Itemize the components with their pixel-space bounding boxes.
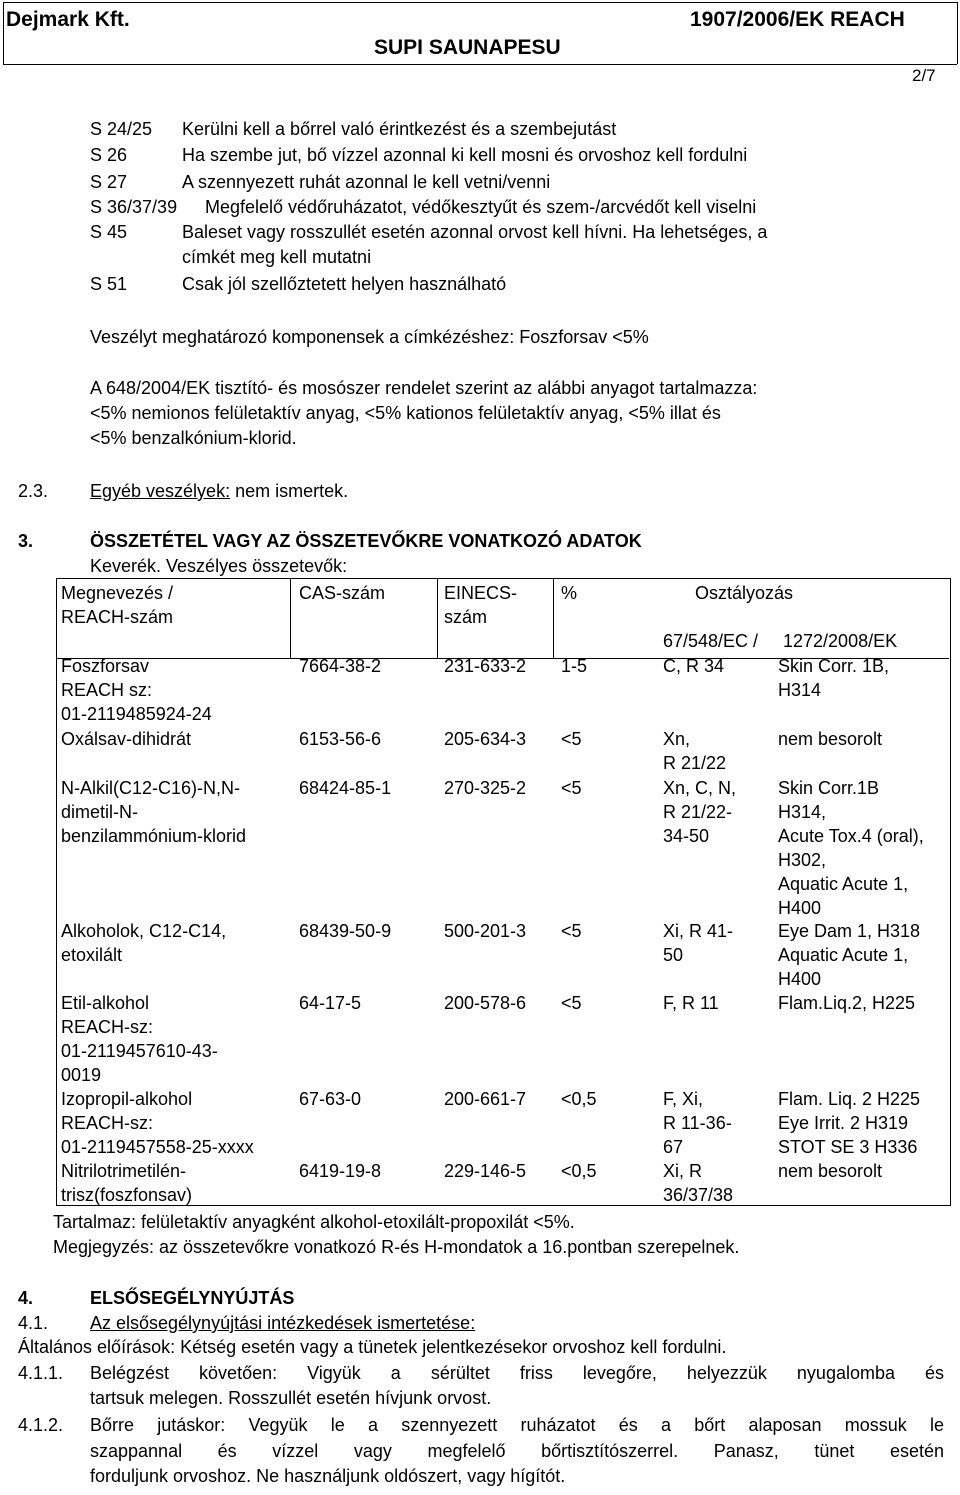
header-right-rule bbox=[957, 2, 958, 64]
cell-r: F, R 11 bbox=[663, 993, 719, 1013]
header-class-new: 1272/2008/EK bbox=[783, 631, 898, 651]
cell-pct: <5 bbox=[561, 729, 582, 749]
general-instructions: Általános előírások: Kétség esetén vagy a tünetek jelentkezésekor orvoshoz kell fordulni. bbox=[18, 1337, 727, 1357]
s-phrase-code: S 24/25 bbox=[90, 119, 153, 139]
s-phrase-code: S 27 bbox=[90, 172, 128, 192]
section-3-title: ÖSSZETÉTEL VAGY AZ ÖSSZETEVŐKRE VONATKOZÓ ADATOK bbox=[90, 531, 642, 551]
cell-h: H314 bbox=[778, 680, 822, 700]
cell-h: nem besorolt bbox=[778, 1161, 883, 1181]
cell-einecs: 200-578-6 bbox=[444, 993, 527, 1013]
s-phrase-code: S 45 bbox=[90, 222, 128, 242]
cell-name: Oxálsav-dihidrát bbox=[61, 729, 192, 749]
section-4-1-number: 4.1. bbox=[18, 1313, 49, 1333]
section-4-title: ELSŐSEGÉLYNYÚJTÁS bbox=[90, 1288, 295, 1308]
cell-r: R 11-36- bbox=[663, 1113, 732, 1133]
detergent-line-2: <5% nemionos felületaktív anyag, <5% kationos felületaktív anyag, <5% illat és bbox=[90, 403, 721, 423]
header-top-rule bbox=[3, 2, 957, 3]
cell-r: 36/37/38 bbox=[663, 1185, 734, 1205]
s-phrase-code: S 36/37/39 bbox=[90, 197, 178, 217]
cell-name: Foszforsav bbox=[61, 656, 150, 676]
cell-r: Xn, bbox=[663, 729, 691, 749]
cell-r: 67 bbox=[663, 1137, 684, 1157]
header-bottom-rule bbox=[3, 64, 957, 65]
header-classification: Osztályozás bbox=[695, 583, 794, 603]
cell-name: benzilammónium-klorid bbox=[61, 826, 247, 846]
cell-name: 01-2119457610-43- bbox=[61, 1041, 218, 1061]
cell-cas: 68439-50-9 bbox=[299, 921, 392, 941]
cell-h: H302, bbox=[778, 850, 827, 870]
cell-cas: 6419-19-8 bbox=[299, 1161, 382, 1181]
cell-cas: 7664-38-2 bbox=[299, 656, 382, 676]
cell-h: Aquatic Acute 1, bbox=[778, 874, 909, 894]
section-2-3-label: Egyéb veszélyek: bbox=[90, 481, 231, 501]
cell-r: C, R 34 bbox=[663, 656, 725, 676]
cell-r: Xn, C, N, bbox=[663, 778, 737, 798]
cell-h: STOT SE 3 H336 bbox=[778, 1137, 918, 1157]
cell-h: Aquatic Acute 1, bbox=[778, 945, 909, 965]
s-phrase-text: A szennyezett ruhát azonnal le kell vetni/venni bbox=[182, 172, 551, 192]
cell-r: 50 bbox=[663, 945, 684, 965]
table-col-divider bbox=[290, 578, 291, 658]
cell-name: Izopropil-alkohol bbox=[61, 1089, 193, 1109]
section-3-subtitle: Keverék. Veszélyes összetevők: bbox=[90, 556, 348, 576]
cell-r: R 21/22 bbox=[663, 753, 727, 773]
cell-cas: 64-17-5 bbox=[299, 993, 362, 1013]
item-number: 4.1.2. bbox=[18, 1415, 64, 1435]
section-4-number: 4. bbox=[18, 1288, 34, 1308]
cell-name: Alkoholok, C12-C14, bbox=[61, 921, 227, 941]
cell-name: trisz(foszfonsav) bbox=[61, 1185, 193, 1205]
table-col-divider bbox=[553, 578, 554, 658]
s-phrase-text: Megfelelő védőruházatot, védőkesztyűt és szem-/arcvédőt kell viselni bbox=[205, 197, 757, 217]
item-text-cont: forduljunk orvoshoz. Ne használjunk oldószert, vagy hígítót. bbox=[90, 1466, 566, 1486]
cell-pct: <5 bbox=[561, 921, 582, 941]
product-name: SUPI SAUNAPESU bbox=[374, 36, 561, 59]
s-phrase-text: Baleset vagy rosszullét esetén azonnal orvost kell hívni. Ha lehetséges, a bbox=[182, 222, 768, 242]
header-percent: % bbox=[561, 583, 578, 603]
cell-h: Flam. Liq. 2 H225 bbox=[778, 1089, 921, 1109]
cell-h: nem besorolt bbox=[778, 729, 883, 749]
cell-name: N-Alkil(C12-C16)-N,N- bbox=[61, 778, 241, 798]
header-class-old: 67/548/EC / bbox=[663, 631, 759, 651]
cell-pct: <0,5 bbox=[561, 1161, 597, 1181]
header-cas: CAS-szám bbox=[299, 583, 386, 603]
header-einecs: EINECS- bbox=[444, 583, 518, 603]
cell-name: dimetil-N- bbox=[61, 802, 139, 822]
company-name: Dejmark Kft. bbox=[6, 8, 130, 31]
cell-einecs: 270-325-2 bbox=[444, 778, 527, 798]
section-2-3-line bbox=[90, 481, 348, 502]
cell-einecs: 231-633-2 bbox=[444, 656, 527, 676]
s-phrase-text: Kerülni kell a bőrrel való érintkezést és a szembejutást bbox=[182, 119, 617, 139]
cell-name: REACH sz: bbox=[61, 680, 153, 700]
section-4-1-title: Az elsősegélynyújtási intézkedések ismertetése: bbox=[90, 1313, 476, 1333]
header-reach: REACH-szám bbox=[61, 607, 174, 627]
cell-r: Xi, R bbox=[663, 1161, 703, 1181]
cell-einecs: 205-634-3 bbox=[444, 729, 527, 749]
cell-einecs: 229-146-5 bbox=[444, 1161, 527, 1181]
regulation-ref: 1907/2006/EK REACH bbox=[690, 8, 905, 31]
cell-r: R 21/22- bbox=[663, 802, 733, 822]
s-phrase-code: S 26 bbox=[90, 145, 128, 165]
cell-r: 34-50 bbox=[663, 826, 710, 846]
page-number: 2/7 bbox=[912, 66, 936, 85]
cell-h: Flam.Liq.2, H225 bbox=[778, 993, 916, 1013]
cell-h: Eye Irrit. 2 H319 bbox=[778, 1113, 909, 1133]
cell-r: F, Xi, bbox=[663, 1089, 704, 1109]
hazard-components: Veszélyt meghatározó komponensek a címkézéshez: Foszforsav <5% bbox=[90, 327, 649, 347]
cell-name: REACH-sz: bbox=[61, 1113, 154, 1133]
cell-h: Skin Corr.1B bbox=[778, 778, 880, 798]
detergent-line-1: A 648/2004/EK tisztító- és mosószer rendelet szerint az alábbi anyagot tartalmazza: bbox=[90, 378, 758, 398]
header-left-rule bbox=[3, 2, 4, 64]
cell-name: 0019 bbox=[61, 1065, 102, 1085]
note-contains: Tartalmaz: felületaktív anyagként alkohol-etoxilált-propoxilát <5%. bbox=[53, 1212, 575, 1232]
cell-h: H314, bbox=[778, 802, 827, 822]
cell-h: Acute Tox.4 (oral), bbox=[778, 826, 924, 846]
cell-cas: 67-63-0 bbox=[299, 1089, 362, 1109]
s-phrase-text: Csak jól szellőztetett helyen használható bbox=[182, 274, 507, 294]
cell-cas: 6153-56-6 bbox=[299, 729, 382, 749]
cell-name: Nitrilotrimetilén- bbox=[61, 1161, 187, 1181]
item-text: Bőrre jutáskor: Vegyük le a szennyezett ruházatot és a bőrt alaposan mossuk le bbox=[90, 1415, 944, 1435]
section-2-3-number: 2.3. bbox=[18, 481, 49, 501]
cell-name: Etil-alkohol bbox=[61, 993, 150, 1013]
section-3-number: 3. bbox=[18, 531, 34, 551]
cell-name: REACH-sz: bbox=[61, 1017, 154, 1037]
item-number: 4.1.1. bbox=[18, 1363, 64, 1383]
table-col-divider bbox=[437, 578, 438, 658]
header-einecs-cont: szám bbox=[444, 607, 488, 627]
cell-name: 01-2119457558-25-xxxx bbox=[61, 1137, 254, 1157]
header-name: Megnevezés / bbox=[61, 583, 174, 603]
s-phrase-text-cont: címkét meg kell mutatni bbox=[182, 247, 372, 267]
note-remark: Megjegyzés: az összetevőkre vonatkozó R-és H-mondatok a 16.pontban szerepelnek. bbox=[53, 1237, 740, 1257]
cell-h: Eye Dam 1, H318 bbox=[778, 921, 921, 941]
cell-einecs: 200-661-7 bbox=[444, 1089, 527, 1109]
cell-h: H400 bbox=[778, 969, 822, 989]
cell-name: etoxilált bbox=[61, 945, 123, 965]
s-phrase-code: S 51 bbox=[90, 274, 128, 294]
cell-h: H400 bbox=[778, 898, 822, 918]
cell-pct: <5 bbox=[561, 778, 582, 798]
cell-pct: <5 bbox=[561, 993, 582, 1013]
detergent-line-3: <5% benzalkónium-klorid. bbox=[90, 428, 297, 448]
item-text: Belégzést követően: Vigyük a sérültet friss levegőre, helyezzük nyugalomba és bbox=[90, 1363, 944, 1383]
cell-h: Skin Corr. 1B, bbox=[778, 656, 890, 676]
item-text-cont: szappannal és vízzel vagy megfelelő bőrtisztítószerrel. Panasz, tünet esetén bbox=[90, 1441, 944, 1461]
cell-pct: <0,5 bbox=[561, 1089, 597, 1109]
s-phrase-text: Ha szembe jut, bő vízzel azonnal ki kell mosni és orvoshoz kell fordulni bbox=[182, 145, 748, 165]
section-2-3-value: nem ismertek. bbox=[230, 481, 349, 501]
cell-name: 01-2119485924-24 bbox=[61, 704, 212, 724]
cell-cas: 68424-85-1 bbox=[299, 778, 392, 798]
cell-pct: 1-5 bbox=[561, 656, 588, 676]
cell-einecs: 500-201-3 bbox=[444, 921, 527, 941]
cell-r: Xi, R 41- bbox=[663, 921, 734, 941]
item-text-cont: tartsuk melegen. Rosszullét esetén hívjunk orvost. bbox=[90, 1388, 492, 1408]
